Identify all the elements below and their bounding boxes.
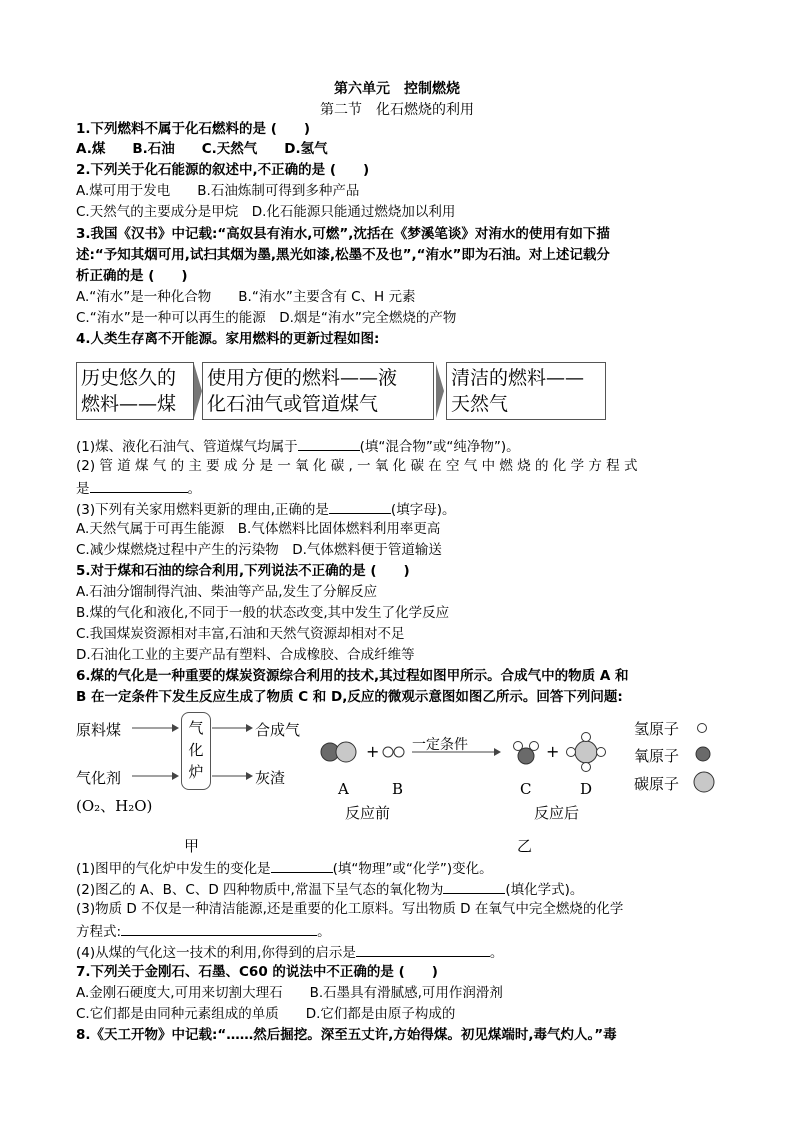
q4-sub3-text-b: (填字母)。 bbox=[390, 502, 456, 518]
q4-sub1-text-b: (填“混合物”或“纯净物”)。 bbox=[359, 439, 520, 455]
q5-option-a: A.石油分馏制得汽油、柴油等产品,发生了分解反应 bbox=[76, 584, 378, 600]
q4-sub1 bbox=[76, 436, 520, 457]
arrow-agent-icon bbox=[132, 766, 180, 786]
q4-sub1-text-a: (1)煤、液化石油气、管道煤气均属于 bbox=[76, 439, 298, 455]
q6-sub1-blank[interactable] bbox=[271, 858, 333, 873]
syngas-label: 合成气 bbox=[255, 721, 301, 739]
molecule-b-h1-atom bbox=[383, 747, 393, 757]
q4-sub3-blank[interactable] bbox=[329, 499, 391, 514]
fuel-box-gas-line1: 清洁的燃料—— bbox=[451, 367, 585, 389]
figure-jia-caption: 甲 bbox=[184, 837, 200, 855]
q1-options: A.煤 B.石油 C.天然气 D.氢气 bbox=[76, 141, 328, 157]
q4-sub2-line2 bbox=[76, 478, 201, 499]
fuel-box-lpg-line2: 化石油气或管道煤气 bbox=[207, 393, 379, 415]
slag-label: 灰渣 bbox=[255, 769, 286, 787]
q6-sub3-text-c: 。 bbox=[317, 924, 331, 940]
hydrogen-atom-icon bbox=[694, 720, 710, 736]
label-a: A bbox=[338, 780, 349, 798]
svg-text:+: + bbox=[546, 742, 560, 761]
gasifier-furnace-box bbox=[181, 712, 211, 790]
q6-sub3-line1: (3)物质 D 不仅是一种清洁能源,还是重要的化工原料。写出物质 D 在氧气中完全燃烧的化学 bbox=[76, 901, 624, 917]
q4-sub2-text-c: 。 bbox=[187, 481, 201, 497]
gasifying-agent-label: 气化剂 bbox=[76, 769, 122, 787]
fuel-box-coal-line2: 燃料——煤 bbox=[81, 393, 177, 415]
q7-options-cd: C.它们都是由同种元素组成的单质 D.它们都是由原子构成的 bbox=[76, 1006, 456, 1022]
arrow-2-icon bbox=[436, 364, 444, 418]
q6-sub4-text-a: (4)从煤的气化这一技术的利用,你得到的启示是 bbox=[76, 945, 356, 961]
q6-sub3-blank[interactable] bbox=[121, 921, 317, 936]
oxygen-atom-icon bbox=[694, 745, 712, 763]
q6-sub4 bbox=[76, 942, 503, 963]
label-c: C bbox=[520, 780, 532, 798]
reaction-molecules bbox=[318, 728, 618, 776]
fuel-box-natural-gas bbox=[446, 362, 606, 420]
q2-stem: 2.下列关于化石能源的叙述中,不正确的是 ( ) bbox=[76, 162, 370, 178]
q4-stem: 4.人类生存离不开能源。家用燃料的更新过程如图: bbox=[76, 331, 380, 347]
reaction-condition-label: 一定条件 bbox=[412, 737, 468, 753]
q6-sub3-text-b: 方程式: bbox=[76, 924, 122, 940]
label-b: B bbox=[392, 780, 404, 798]
arrow-syngas-icon bbox=[212, 718, 254, 738]
raw-coal-label: 原料煤 bbox=[76, 721, 122, 739]
q5-option-d: D.石油化工业的主要产品有塑料、合成橡胶、合成纤维等 bbox=[76, 647, 415, 663]
q4-sub3-options-cd: C.减少煤燃烧过程中产生的污染物 D.气体燃料便于管道输送 bbox=[76, 542, 442, 558]
q6-stem-line2: B 在一定条件下发生反应生成了物质 C 和 D,反应的微观示意图如图乙所示。回答下列问题: bbox=[76, 689, 623, 705]
q3-stem-line1: 3.我国《汉书》中记载:“高奴县有洧水,可燃”,沈括在《梦溪笔谈》对洧水的使用有如下描 bbox=[76, 226, 610, 242]
q4-sub3-text-a: (3)下列有关家用燃料更新的理由,正确的是 bbox=[76, 502, 329, 518]
label-d: D bbox=[580, 780, 593, 798]
q6-sub3-line2 bbox=[76, 921, 331, 942]
q5-option-b: B.煤的气化和液化,不同于一般的状态改变,其中发生了化学反应 bbox=[76, 605, 450, 621]
unit-title: 第六单元 控制燃烧 bbox=[334, 81, 460, 97]
furnace-char-3: 炉 bbox=[188, 763, 204, 781]
q6-sub2-blank[interactable] bbox=[443, 879, 505, 894]
q6-sub1-text-b: (填“物理”或“化学”)变化。 bbox=[332, 861, 493, 877]
carbon-atom-icon bbox=[692, 770, 716, 794]
molecule-d-c-atom bbox=[575, 741, 597, 763]
legend-carbon-label: 碳原子 bbox=[634, 775, 680, 793]
q7-stem: 7.下列关于金刚石、石墨、C60 的说法中不正确的是 ( ) bbox=[76, 964, 438, 980]
arrow-1-icon bbox=[194, 364, 202, 418]
q1-stem: 1.下列燃料不属于化石燃料的是 ( ) bbox=[76, 121, 311, 137]
q5-stem: 5.对于煤和石油的综合利用,下列说法不正确的是 ( ) bbox=[76, 563, 410, 579]
molecule-c-o-atom bbox=[518, 748, 534, 764]
q6-sub2 bbox=[76, 879, 583, 900]
section-title: 第二节 化石燃烧的利用 bbox=[320, 102, 474, 118]
q3-stem-line3: 析正确的是 ( ) bbox=[76, 268, 188, 284]
q4-sub3-options-ab: A.天然气属于可再生能源 B.气体燃料比固体燃料利用率更高 bbox=[76, 521, 441, 537]
q7-options-ab: A.金刚石硬度大,可用来切割大理石 B.石墨具有滑腻感,可用作润滑剂 bbox=[76, 985, 503, 1001]
q5-option-c: C.我国煤炭资源相对丰富,石油和天然气资源却相对不足 bbox=[76, 626, 405, 642]
q4-sub2-line1: (2) 管 道 煤 气 的 主 要 成 分 是 一 氧 化 碳 , 一 氧 化 碳 在 空 气 中 燃 烧 的 化 学 方 程 式 bbox=[76, 458, 638, 474]
q6-sub4-blank[interactable] bbox=[356, 942, 490, 957]
arrow-slag-icon bbox=[212, 766, 254, 786]
q6-sub2-text-b: (填化学式)。 bbox=[505, 882, 584, 898]
fuel-box-lpg bbox=[202, 362, 434, 420]
q6-sub1-text-a: (1)图甲的气化炉中发生的变化是 bbox=[76, 861, 271, 877]
q6-stem-line1: 6.煤的气化是一种重要的煤炭资源综合利用的技术,其过程如图甲所示。合成气中的物质 A 和 bbox=[76, 668, 629, 684]
q4-sub1-blank[interactable] bbox=[298, 436, 360, 451]
after-reaction-label: 反应后 bbox=[534, 804, 580, 822]
fuel-box-coal bbox=[76, 362, 194, 420]
q3-options-ab: A.“洧水”是一种化合物 B.“洧水”主要含有 C、H 元素 bbox=[76, 289, 416, 305]
figure-yi-caption: 乙 bbox=[517, 837, 533, 855]
gasifying-agent-formula: (O₂、H₂O) bbox=[76, 797, 153, 815]
legend-oxygen-label: 氧原子 bbox=[634, 747, 680, 765]
q4-sub3 bbox=[76, 499, 455, 520]
fuel-box-coal-line1: 历史悠久的 bbox=[81, 367, 177, 389]
q6-sub4-text-b: 。 bbox=[489, 945, 504, 961]
q2-options-cd: C.天然气的主要成分是甲烷 D.化石能源只能通过燃烧加以利用 bbox=[76, 204, 456, 220]
furnace-char-1: 气 bbox=[188, 719, 204, 737]
q2-options-ab: A.煤可用于发电 B.石油炼制可得到多种产品 bbox=[76, 183, 360, 199]
furnace-char-2: 化 bbox=[188, 741, 204, 759]
legend-hydrogen-label: 氢原子 bbox=[634, 720, 680, 738]
fuel-box-lpg-line1: 使用方便的燃料——液 bbox=[207, 367, 398, 389]
q6-sub2-text-a: (2)图乙的 A、B、C、D 四种物质中,常温下呈气态的氧化物为 bbox=[76, 882, 444, 898]
molecule-b-h2-atom bbox=[394, 747, 404, 757]
q6-sub1 bbox=[76, 858, 493, 879]
q4-sub2-blank[interactable] bbox=[90, 478, 188, 493]
q3-stem-line2: 述:“予知其烟可用,试扫其烟为墨,黑光如漆,松墨不及也”,“洧水”即为石油。对上述记载分 bbox=[76, 247, 610, 263]
molecule-a-c-atom bbox=[336, 742, 356, 762]
arrow-coal-icon bbox=[132, 718, 180, 738]
q4-sub2-text-b: 是 bbox=[76, 481, 90, 497]
fuel-box-gas-line2: 天然气 bbox=[451, 393, 509, 415]
q8-stem: 8.《天工开物》中记载:“……然后掘挖。深至五丈许,方始得煤。初见煤端时,毒气灼人。”毒 bbox=[76, 1027, 617, 1043]
q3-options-cd: C.“洧水”是一种可以再生的能源 D.烟是“洧水”完全燃烧的产物 bbox=[76, 310, 457, 326]
before-reaction-label: 反应前 bbox=[345, 804, 391, 822]
svg-text:+: + bbox=[366, 742, 380, 761]
